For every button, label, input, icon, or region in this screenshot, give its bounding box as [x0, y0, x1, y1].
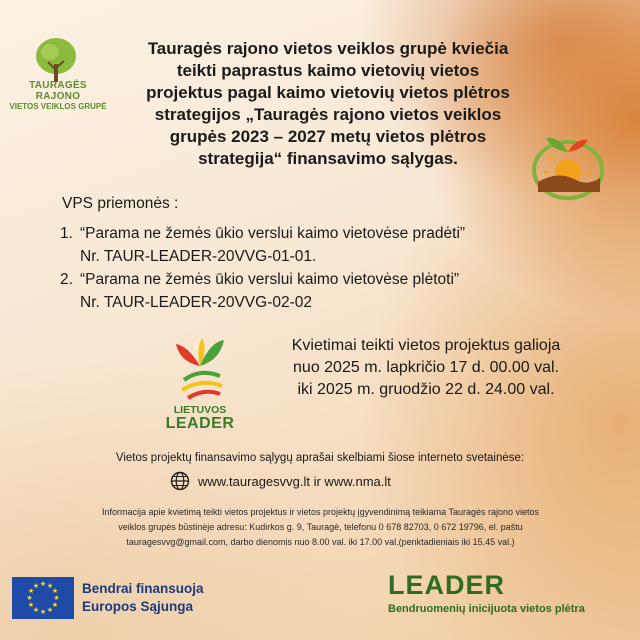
svg-text:★: ★ [32, 582, 40, 590]
title-line: Tauragės rajono vietos veiklos grupė kviečia [147, 39, 509, 58]
vvg-logo-line1: TAURAGĖS RAJONO [29, 80, 87, 102]
vvg-logo-line2: VIETOS VEIKLOS GRUPĖ [9, 102, 107, 111]
websites-row [170, 470, 391, 492]
lietuvos-leader-logo-text [165, 403, 235, 431]
title-line: strategijos „Tauragės rajono vietos veiklos [154, 105, 502, 124]
announcement-title [118, 38, 538, 170]
vps-measures-label: VPS priemonės : [62, 195, 179, 212]
leader-bottom-logo [388, 570, 628, 615]
measure-code: Nr. TAUR-LEADER-20VVG-02-02 [80, 294, 313, 311]
contact-info [38, 505, 603, 550]
svg-text:★: ★ [53, 594, 60, 602]
info-line: tauragesvvg@gmail.com, darbo dienomis nuo 8.00 val. iki 17.00 val.(penktadieniais iki 15.45 val.) [126, 537, 515, 547]
lietuvos-leader-logo-graphic [170, 336, 230, 402]
sites-note: Vietos projektų finansavimo sąlygų aprašai skelbiami šiose interneto svetainėse: [115, 452, 525, 464]
title-line: strategija“ finansavimo sąlygas. [198, 149, 458, 168]
globe-icon [170, 471, 190, 491]
title-line: grupės 2023 – 2027 metų vietos plėtros [169, 127, 487, 146]
svg-text:★: ★ [46, 582, 54, 590]
svg-text:★: ★ [39, 608, 47, 616]
measure-number: 2. [60, 271, 73, 288]
eu-flag-icon [12, 577, 74, 619]
eu-line2: Europos Sąjunga [82, 599, 194, 614]
svg-text:★: ★ [46, 606, 54, 614]
vvg-tree-logo [28, 36, 84, 84]
info-line: veiklos grupės būstinėje adresu: Kudirkos g. 9, Tauragė, telefonu 0 678 82703, 0 672 19796, el. paštu [118, 522, 523, 532]
measure-number: 1. [60, 225, 73, 242]
sun-plant-emblem [528, 130, 608, 202]
svg-text:★: ★ [26, 594, 33, 602]
svg-text:★: ★ [39, 580, 47, 588]
svg-text:★: ★ [32, 606, 40, 614]
leader-word: LEADER [388, 570, 506, 600]
list-item [60, 222, 580, 268]
eu-text [82, 580, 204, 616]
title-line: teikti paprastus kaimo vietovių vietos [176, 61, 480, 80]
call-validity [256, 335, 596, 401]
vps-measures-list [60, 222, 580, 314]
svg-text:★: ★ [51, 587, 59, 595]
svg-text:★: ★ [51, 601, 59, 609]
info-line: Informacija apie kvietimą teikti vietos projektus ir vietos projektų įgyvendinimą teikiama Tauragės rajono vietos [101, 507, 540, 517]
svg-text:★: ★ [27, 601, 35, 609]
lietuvos-leader-line1: LIETUVOS [173, 404, 227, 416]
measure-name: “Parama ne žemės ūkio verslui kaimo vietovėse plėtoti” [80, 271, 460, 288]
eu-cofunding [12, 577, 204, 619]
vvg-logo-text [8, 80, 108, 111]
list-item [60, 268, 580, 314]
call-line: iki 2025 m. gruodžio 22 d. 24.00 val. [297, 381, 555, 398]
websites-link[interactable]: www.tauragesvvg.lt ir www.nma.lt [198, 473, 391, 489]
call-line: nuo 2025 m. lapkričio 17 d. 00.00 val. [293, 359, 559, 376]
title-line: projektus pagal kaimo vietovių vietos plėtros [146, 83, 510, 102]
lietuvos-leader-line2: LEADER [165, 415, 235, 432]
measure-code: Nr. TAUR-LEADER-20VVG-01-01. [80, 248, 317, 265]
leader-tagline: Bendruomenių inicijuota vietos plėtra [388, 603, 585, 615]
svg-text:★: ★ [27, 587, 35, 595]
eu-line1: Bendrai finansuoja [82, 581, 204, 596]
call-line: Kvietimai teikti vietos projektus galioja [291, 337, 561, 354]
measure-name: “Parama ne žemės ūkio verslui kaimo vietovėse pradėti” [80, 225, 466, 242]
